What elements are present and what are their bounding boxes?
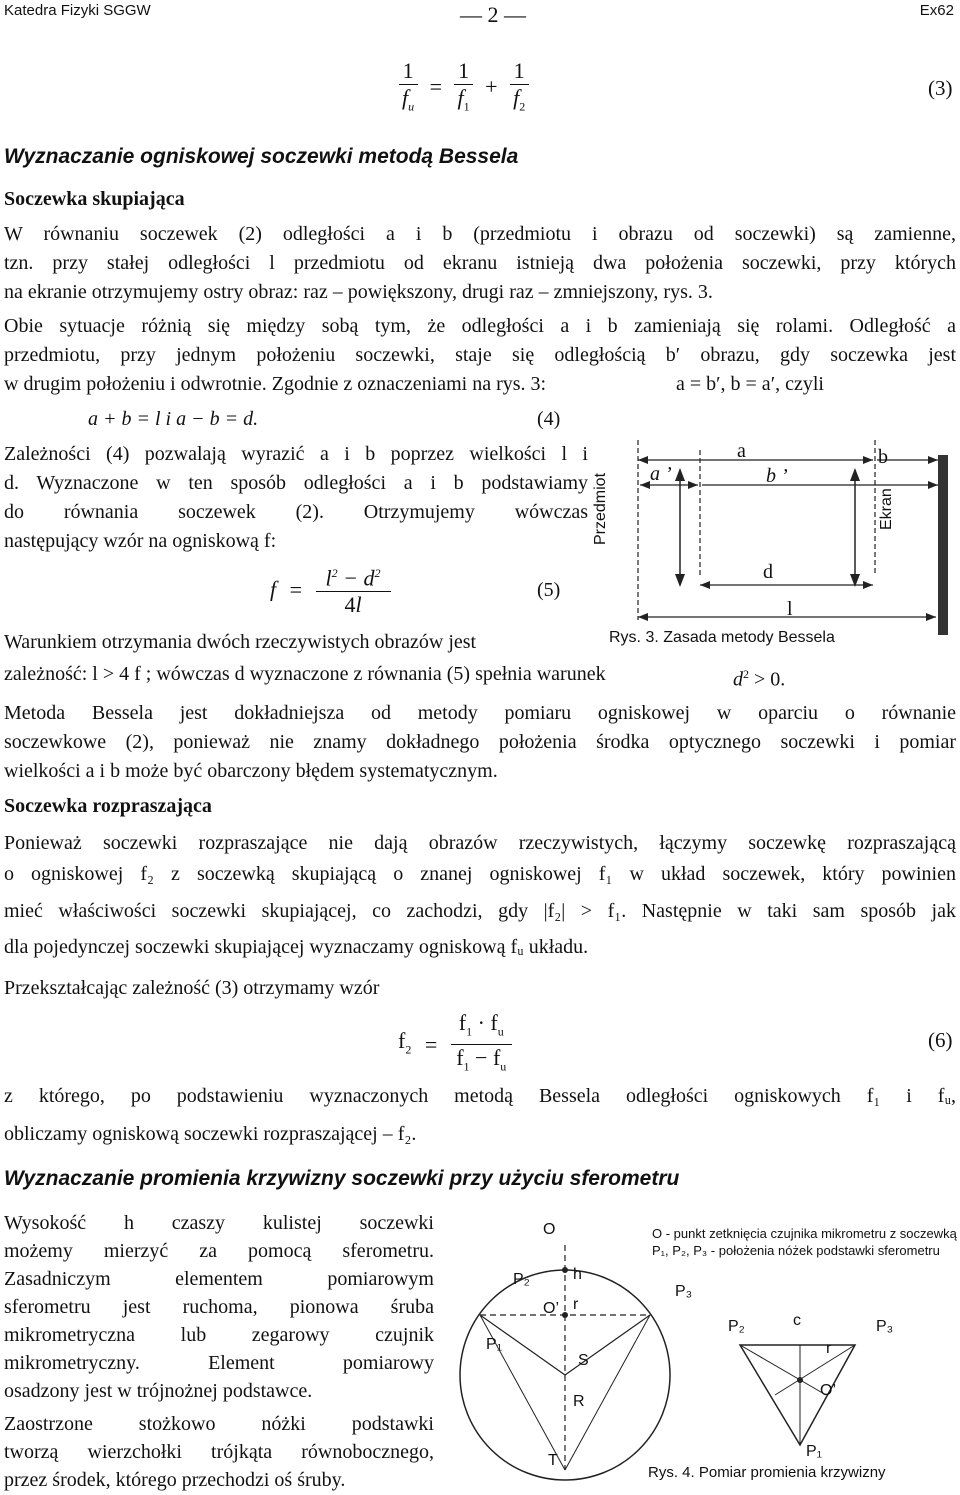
sphero-line-3: Zasadniczym elementem pomiarowym: [4, 1268, 434, 1290]
section-title-spherometer: Wyznaczanie promienia krzywizny soczewki przy użyciu sferometru: [4, 1167, 680, 1190]
sphero-line-5: mikrometryczna lub zegarowy czujnik: [4, 1324, 434, 1346]
narrow-line-1: Zależności (4) pozwalają wyrazić a i b poprzez wielkości l i: [4, 443, 588, 465]
fig3-label-b: b: [878, 446, 888, 468]
fig3-label-a-prime: a ’: [650, 463, 672, 485]
diverging-line-5: Przekształcając zależność (3) otrzymamy wzór: [4, 977, 380, 999]
bessel-line-3: na ekranie otrzymujemy ostry obraz: raz ⎯ powiększony, drugi raz ⎯ zmniejszony, rys. 3.: [4, 281, 713, 303]
fig4-label-P3-sphere: P₃: [675, 1283, 693, 1300]
bessel-line-4: Obie sytuacje różnią się między sobą tym, że odległości a i b zamieniają się rolami. Odległość a: [4, 315, 956, 337]
narrow-line-2: d. Wyznaczone w ten sposób odległości a i b podstawiamy: [4, 472, 588, 494]
sphero-line-6: mikrometryczny. Element pomiarowy: [4, 1352, 434, 1374]
sphero-line-10: przez środek, którego przechodzi oś śruby.: [4, 1469, 346, 1491]
sphero-line-1: Wysokość h czaszy kulistej soczewki: [4, 1212, 434, 1234]
fig4-caption: Rys. 4. Pomiar promienia krzywizny: [648, 1464, 886, 1481]
equation-3-number: (3): [928, 76, 953, 100]
equation-5-number: (5): [537, 579, 561, 601]
diverging-after-1: z którego, po podstawieniu wyznaczonych metodą Bessela odległości ogniskowych f₁ i fᵤ,: [4, 1085, 956, 1107]
narrow-line-3: do równania soczewek (2). Otrzymujemy wówczas: [4, 501, 588, 523]
method-line-3: wielkości a i b może być obarczony błędem systematycznym.: [4, 760, 498, 782]
fig4-triangle-P3: P₃: [876, 1318, 894, 1335]
fig3-label-a: a: [737, 440, 746, 462]
bessel-line-1: W równaniu soczewek (2) odległości a i b (przedmiotu i obrazu od soczewki) są zamienne,: [4, 223, 956, 245]
section-title-bessel: Wyznaczanie ogniskowej soczewki metodą Bessela: [4, 145, 519, 168]
sphero-line-2: możemy mierzyć za pomocą sferometru.: [4, 1240, 434, 1262]
fig4-label-T: T: [548, 1452, 558, 1469]
fig4-label-O-prime: O’: [543, 1300, 559, 1317]
equation-6: $f_2$ = $\frac{f_1 \cdot f_u}{f_1 - f_u}$: [398, 1010, 512, 1080]
fig4-label-R: R: [573, 1393, 585, 1410]
fig4-label-S: S: [578, 1352, 589, 1369]
header-right: Ex62: [919, 2, 954, 19]
fig4-label-r: r: [573, 1296, 579, 1313]
sphero-line-9: tworzą wierzchołki trójkąta równobocznego,: [4, 1441, 434, 1463]
header-left: Katedra Fizyki SGGW: [4, 2, 151, 19]
bessel-line-6: w drugim położeniu i odwrotnie. Zgodnie z oznaczeniami na rys. 3:: [4, 373, 547, 395]
narrow-line-4: następujący wzór na ogniskową f:: [4, 530, 277, 552]
sphero-line-4: sferometru jest ruchoma, pionowa śruba: [4, 1296, 434, 1318]
fig4-legend-1: O - punkt zetknięcia czujnika mikrometru z soczewką: [652, 1226, 957, 1241]
sphero-line-8: Zaostrzone stożkowo nóżki podstawki: [4, 1413, 434, 1435]
sphero-line-7: osadzony jest w trójnożnej podstawce.: [4, 1380, 313, 1402]
diverging-line-4: dla pojedynczej soczewki skupiającej wyznaczamy ogniskową fᵤ układu.: [4, 936, 589, 958]
equation-3: $\frac{1}{f_u}$ = $\frac{1}{f_1}$ + $\frac{1}{f_2}$: [398, 58, 529, 119]
equation-4: a + b = l i a − b = d.: [88, 408, 259, 430]
equation-4-number: (4): [537, 408, 561, 430]
fig3-label-d: d: [763, 561, 773, 583]
fig3-caption: Rys. 3. Zasada metody Bessela: [609, 629, 835, 646]
bessel-line-5: przedmiotu, przy jednym położeniu soczewki, staje się odległością b′ obrazu, gdy soczewka jest: [4, 344, 956, 366]
fig4-label-P2: P₂: [513, 1271, 530, 1288]
equation-6-number: (6): [928, 1028, 953, 1052]
method-line-2: soczewkowe (2), ponieważ nie znamy dokładnego położenia środka optycznego soczewki i pomiar: [4, 731, 956, 753]
fig3-label-l: l: [787, 598, 793, 620]
fig4-triangle-c: c: [793, 1312, 801, 1329]
relation-a-b: a = b′, b = a′, czyli: [676, 373, 824, 395]
real-image-line: Warunkiem otrzymania dwóch rzeczywistych obrazów jest: [4, 631, 477, 653]
diverging-line-2: o ogniskowej f₂ z soczewką skupiającą o znanej ogniskowej f₁ w układ soczewek, który powinien: [4, 863, 956, 885]
method-line-1: Metoda Bessela jest dokładniejsza od metody pomiaru ogniskowej w oparciu o równanie: [4, 702, 956, 724]
equation-5: f = $\frac{l^2 - d^2}{4l}$: [270, 560, 391, 618]
fig4-legend-2: P₁, P₂, P₃ - położenia nóżek podstawki sferometru: [652, 1243, 940, 1258]
fig4-triangle-r: r: [826, 1340, 832, 1357]
fig4-triangle-P1: P₁: [806, 1443, 823, 1460]
fig4-label-O: O: [543, 1221, 556, 1238]
fig4-triangle-O-prime: O’: [820, 1382, 836, 1399]
subsection-converging: Soczewka skupiająca: [4, 188, 185, 210]
fig3-screen-label: Ekran: [878, 488, 895, 530]
fig4-label-P1: P₁: [486, 1336, 503, 1353]
page-number: — 2 —: [460, 2, 526, 27]
bessel-line-2: tzn. przy stałej odległości l przedmiotu od ekranu istnieją dwa położenia soczewki, przy których: [4, 252, 956, 274]
fig3-object-label: Przedmiot: [592, 472, 609, 545]
subsection-diverging: Soczewka rozpraszająca: [4, 795, 212, 817]
diverging-line-3: mieć właściwości soczewki skupiającej, co zachodzi, gdy |f₂| > f₁. Następnie w taki sam sposób jak: [4, 900, 956, 922]
fig4-triangle-P2: P₂: [728, 1318, 745, 1335]
fig4-label-h: h: [573, 1266, 582, 1283]
diverging-line-1: Ponieważ soczewki rozpraszające nie dają obrazów rzeczywistych, łączymy soczewkę rozpraszającą: [4, 832, 956, 854]
diverging-after-2: obliczamy ogniskową soczewki rozpraszającej ⎯ f₂.: [4, 1123, 417, 1145]
fig3-label-b-prime: b ’: [766, 465, 788, 487]
condition-d2: $d^2 > 0$.: [733, 667, 786, 691]
condition-line: zależność: l > 4 f ; wówczas d wyznaczone z równania (5) spełnia warunek: [4, 663, 606, 685]
